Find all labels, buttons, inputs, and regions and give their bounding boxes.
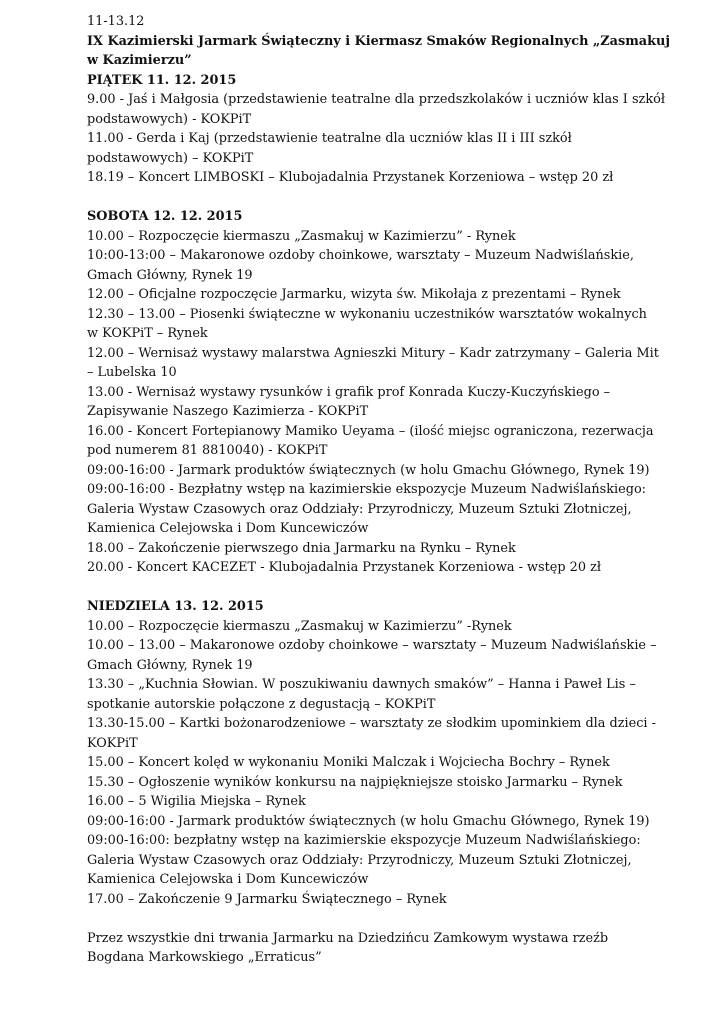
schedule-line: 12.00 – Oficjalne rozpoczęcie Jarmarku, wizyta św. Mikołaja z prezentami – Rynek <box>87 287 621 302</box>
schedule-line: 10:00-13:00 – Makaronowe ozdoby choinkowe, warsztaty – Muzeum Nadwiślańskie, <box>87 248 634 263</box>
day-section-sunday <box>87 597 657 909</box>
event-title-line-2: w Kazimierzu” <box>87 53 192 68</box>
schedule-line: Galeria Wystaw Czasowych oraz Oddziały: Przyrodniczy, Muzeum Sztuki Złotniczej, <box>87 501 632 517</box>
day-heading-friday: PIĄTEK 11. 12. 2015 <box>87 72 237 88</box>
schedule-line: 12.00 – Wernisaż wystawy malarstwa Agnieszki Mitury – Kadr zatrzymany – Galeria Mit <box>87 345 659 361</box>
schedule-line: Kamienica Celejowska i Dom Kuncewiczów <box>87 872 369 887</box>
schedule-line: 15.30 – Ogłoszenie wyników konkursu na najpiękniejsze stoisko Jarmarku – Rynek <box>87 774 623 790</box>
schedule-line: 18.00 – Zakończenie pierwszego dnia Jarmarku na Rynku – Rynek <box>87 540 516 556</box>
schedule-line: 09:00-16:00 - Jarmark produktów świątecznych (w holu Gmachu Głównego, Rynek 19) <box>87 462 650 478</box>
closing-note-line-2: Bogdana Markowskiego „Erraticus” <box>87 950 322 965</box>
schedule-line: 15.00 – Koncert kolęd w wykonaniu Moniki Malczak i Wojciecha Bochry – Rynek <box>87 755 610 770</box>
schedule-line: 10.00 – 13.00 – Makaronowe ozdoby choinkowe – warsztaty – Muzeum Nadwiślańskie – <box>87 638 657 653</box>
schedule-line: 10.00 – Rozpoczęcie kiermaszu „Zasmakuj w Kazimierzu” - Rynek <box>87 228 516 244</box>
schedule-line: 18.19 – Koncert LIMBOSKI – Klubojadalnia Przystanek Korzeniowa – wstęp 20 zł <box>87 170 614 185</box>
schedule-line: podstawowych) – KOKPiT <box>87 150 254 166</box>
closing-note-line-1: Przez wszystkie dni trwania Jarmarku na Dziedzińcu Zamkowym wystawa rzeźb <box>87 930 609 946</box>
schedule-line: Zapisywanie Naszego Kazimierza - KOKPiT <box>87 404 369 419</box>
schedule-line: 16.00 - Koncert Fortepianowy Mamiko Ueyama – (ilość miejsc ograniczona, rezerwacja <box>87 423 654 439</box>
schedule-line: w KOKPiT – Rynek <box>87 326 208 341</box>
schedule-line: 13.30-15.00 – Kartki bożonarodzeniowe – warsztaty ze słodkim upominkiem dla dzieci - <box>87 716 656 731</box>
section-spacer <box>87 188 657 208</box>
schedule-line: spotkanie autorskie połączone z degustacją – KOKPiT <box>87 696 436 712</box>
schedule-line: 13.30 – „Kuchnia Słowian. W poszukiwaniu dawnych smaków” – Hanna i Paweł Lis – <box>87 677 636 692</box>
closing-note <box>87 929 657 968</box>
document-page <box>87 12 671 968</box>
schedule-line: 17.00 – Zakończenie 9 Jarmarku Świątecznego – Rynek <box>87 891 447 907</box>
schedule-line: 11.00 - Gerda i Kaj (przedstawienie teatralne dla uczniów klas II i III szkół <box>87 131 572 146</box>
schedule-line: 9.00 - Jaś i Małgosia (przedstawienie teatralne dla przedszkolaków i uczniów klas I szkół <box>87 92 665 107</box>
schedule-line: 16.00 – 5 Wigilia Miejska – Rynek <box>87 794 306 809</box>
schedule-line: Gmach Główny, Rynek 19 <box>87 657 253 673</box>
event-title-line-1: IX Kazimierski Jarmark Świąteczny i Kiermasz Smaków Regionalnych „Zasmakuj <box>87 33 671 49</box>
schedule-line: 09:00-16:00 - Jarmark produktów świątecznych (w holu Gmachu Głównego, Rynek 19) <box>87 813 650 829</box>
schedule-line: 09:00-16:00: bezpłatny wstęp na kazimierskie ekspozycje Muzeum Nadwiślańskiego: <box>87 833 641 848</box>
schedule-line: 13.00 - Wernisaż wystawy rysunków i grafik prof Konrada Kuczy-Kuczyńskiego – <box>87 384 611 400</box>
schedule-line: podstawowych) - KOKPiT <box>87 111 252 127</box>
schedule-line: 10.00 – Rozpoczęcie kiermaszu „Zasmakuj w Kazimierzu” -Rynek <box>87 618 512 634</box>
schedule-line: Gmach Główny, Rynek 19 <box>87 267 253 283</box>
schedule-line: – Lubelska 10 <box>87 365 177 380</box>
schedule-line: 20.00 - Koncert KACEZET - Klubojadalnia Przystanek Korzeniowa - wstęp 20 zł <box>87 560 602 575</box>
schedule-line: 12.30 – 13.00 – Piosenki świąteczne w wykonaniu uczestników warsztatów wokalnych <box>87 306 647 322</box>
section-spacer <box>87 909 657 929</box>
schedule-line: KOKPiT <box>87 735 138 751</box>
section-spacer <box>87 578 657 598</box>
day-heading-sunday: NIEDZIELA 13. 12. 2015 <box>87 599 264 614</box>
schedule-line: Kamienica Celejowska i Dom Kuncewiczów <box>87 521 369 536</box>
day-heading-saturday: SOBOTA 12. 12. 2015 <box>87 209 243 224</box>
schedule-line: 09:00-16:00 - Bezpłatny wstęp na kazimierskie ekspozycje Muzeum Nadwiślańskiego: <box>87 482 647 497</box>
day-section-friday <box>87 71 665 188</box>
day-section-saturday <box>87 207 657 578</box>
schedule-line: pod numerem 81 8810040) - KOKPiT <box>87 443 328 458</box>
schedule-line: Galeria Wystaw Czasowych oraz Oddziały: Przyrodniczy, Muzeum Sztuki Złotniczej, <box>87 852 632 868</box>
date-range: 11-13.12 <box>87 14 145 29</box>
